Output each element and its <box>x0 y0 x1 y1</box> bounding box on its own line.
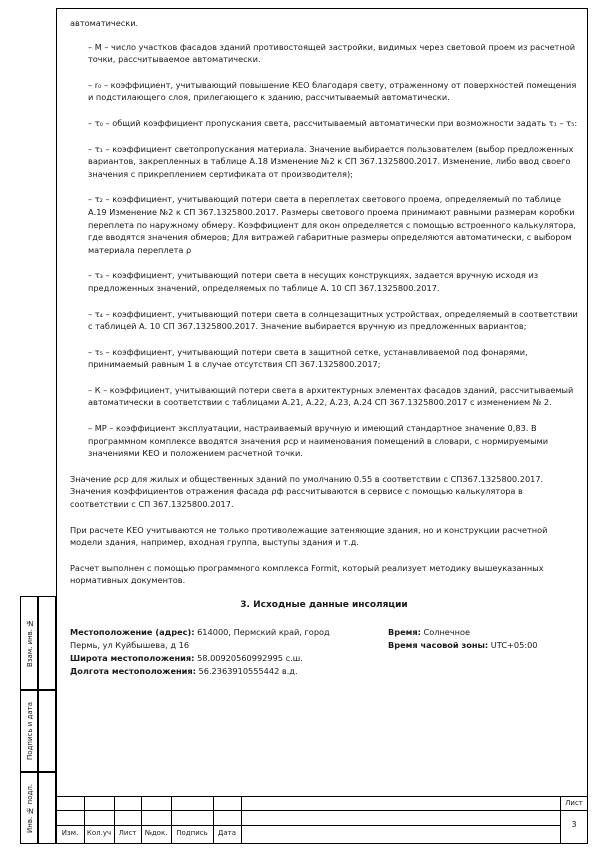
side-column-podpis-value <box>38 690 56 772</box>
paragraph-tau2: – τ₂ – коэффициент, учитывающий потери света в переплетах светового проема, определяемый по таблице А.19 Изменение №2 к СП 367.1325800.2017. Размеры светового проема принимают равными размерам коробки переплета по наружному обмеру. Коэффициент для окон определяется с помощью встроенного калькулятора, где вводятся значения обмеров; Для витражей габаритные размеры определяются автоматически, с выбором материала переплета ρ <box>88 194 577 255</box>
stamp-izm: Изм. <box>61 829 79 837</box>
side-column-vzam <box>20 596 38 690</box>
timezone-value: UTC+05:00 <box>488 639 538 650</box>
side-label-podpis: Подпись и дата <box>26 702 34 760</box>
stamp-ndok: №док. <box>144 829 168 837</box>
section-title: 3. Исходные данные инсоляции <box>240 600 408 610</box>
stamp-data: Дата <box>217 829 237 837</box>
stamp-kol: Кол.уч <box>86 829 112 837</box>
paragraph-tau0: – τ₀ – общий коэффициент пропускания света, рассчитываемый автоматически при возможности задать τ₁ – τ₅: <box>88 117 578 128</box>
location-value: 614000, Пермский край, город Пермь, ул Куйбышева, д 16 <box>70 626 330 650</box>
paragraph-tau5: – τ₅ – коэффициент, учитывающий потери света в защитной сетке, устанавливаемой под фонарями, принимаемый равным 1 в случае отсутствия СП 367.1325800.2017; <box>88 346 528 370</box>
timezone-label: Время часовой зоны: <box>388 639 489 650</box>
location-label: Местоположение (адрес): <box>70 626 195 637</box>
note-rho-facade: Значения коэффициентов отражения фасада ρф рассчитываются в сервисе с помощью калькулятора в соответствии с СП 367.1325800.2017. <box>70 486 523 510</box>
note-formit: Расчет выполнен с помощью программного комплекса Formit, который реализует методику вышеуказанных нормативных документов. <box>70 562 544 586</box>
paragraph-mp: – МР – коэффициент эксплуатации, настраиваемый вручную и имеющий стандартное значение 0,83. В программном комплексе вводятся значения ρср и наименования помещений в словари, с нормируемыми значениями КЕО и положением расчетной точки. <box>88 423 549 459</box>
insolation-info <box>70 626 578 686</box>
longitude-value: 56.2363910555442 в.д. <box>195 665 298 676</box>
side-column-podpis <box>20 690 38 772</box>
side-column-inv <box>20 772 38 844</box>
side-label-vzam: Взам. инв. № <box>26 618 34 668</box>
paragraph-r0: – r₀ – коэффициент, учитывающий повышение КЕО благодаря свету, отраженному от поверхностей помещения и подстилающего слоя, прилегающего к зданию, рассчитываемый автоматически. <box>88 79 577 103</box>
latitude-label: Широта местоположения: <box>70 652 195 663</box>
longitude-label: Долгота местоположения: <box>70 665 196 676</box>
paragraph-k: – К – коэффициент, учитывающий потери света в архитектурных элементах фасадов зданий, рассчитываемый автоматически в соответствии с таблицами А.21, А.22, А.23, А.24 СП 367.1325800.2017 с изменением № 2. <box>88 384 574 408</box>
note-rho-avg: Значение ρср для жилых и общественных зданий по умолчанию 0.55 в соответствии с СП367.1325800.2017. <box>70 473 544 484</box>
sheet-number: 3 <box>571 820 577 829</box>
side-column-inv-value <box>38 772 56 844</box>
paragraph-tau1: – τ₁ – коэффициент светопропускания материала. Значение выбирается пользователем (выбор предложенных вариантов, закрепленных в таблице А.18 Изменение №2 к СП 367.1325800.2017. Изменение, либо ввод своего значения с прикреплением сертификата от производителя); <box>88 143 574 179</box>
time-value: Солнечное <box>420 626 471 637</box>
note-keo: При расчете КЕО учитываются не только противолежащие затеняющие здания, но и конструкции расчетной модели здания, например, входная группа, выступы здания и т.д. <box>70 524 548 548</box>
side-column-vzam-value <box>38 596 56 690</box>
stamp-list: Лист <box>118 829 137 837</box>
paragraph-0: автоматически. <box>70 18 139 28</box>
document-body <box>70 17 578 686</box>
sheet-label: Лист <box>565 799 583 807</box>
time-label: Время: <box>388 626 421 637</box>
stamp-podpis: Подпись <box>176 829 208 837</box>
latitude-value: 58.00920560992995 с.ш. <box>194 652 303 663</box>
paragraph-tau3: – τ₃ – коэффициент, учитывающий потери света в несущих конструкциях, задается вручную исходя из предложенных значений, определяемых по таблице А. 10 СП 367.1325800.2017. <box>88 270 539 293</box>
paragraph-tau4: – τ₄ – коэффициент, учитывающий потери света в солнцезащитных устройствах, определяемый в соответствии с таблицей А. 10 СП 367.1325800.2017. Значение выбирается вручную из предложенных вариантов; <box>88 308 578 332</box>
paragraph-m: – М – число участков фасадов зданий противостоящей застройки, видимых через световой проем из расчетной точки, рассчитываемое автоматически. <box>88 41 576 65</box>
side-label-inv: Инв. № подл. <box>26 783 34 833</box>
